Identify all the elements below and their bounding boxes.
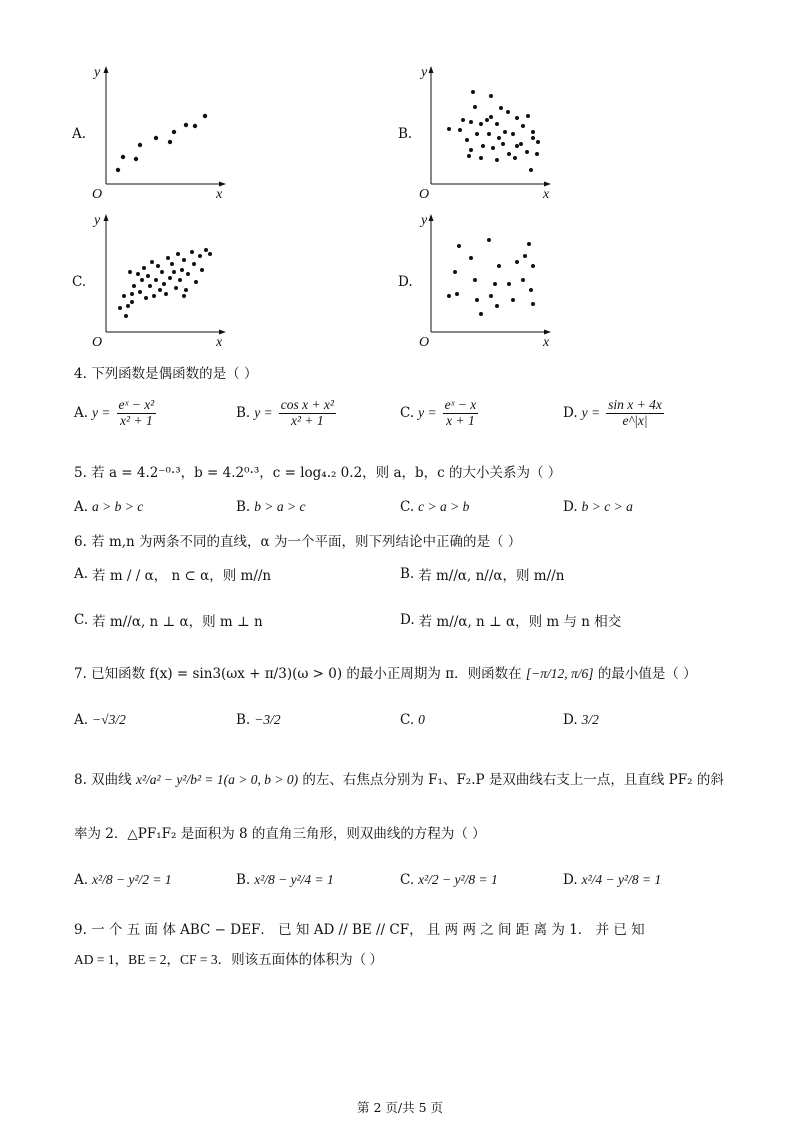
q7-option-d[interactable]: D. 3/2 bbox=[563, 712, 599, 728]
scatter-plot-b bbox=[413, 62, 563, 202]
page-footer: 第 2 页/共 5 页 bbox=[356, 1100, 443, 1115]
q8-option-a[interactable]: A. x²/8 − y²/2 = 1 bbox=[74, 872, 172, 888]
q5-option-b[interactable]: B. b > a > c bbox=[236, 499, 306, 515]
q8-option-b[interactable]: B. x²/8 − y²/4 = 1 bbox=[236, 872, 334, 888]
q7-option-b[interactable]: B. −3/2 bbox=[236, 712, 281, 728]
q8-line-2: 率为 2．△PF₁F₂ 是面积为 8 的直角三角形，则双曲线的方程为（ ） bbox=[74, 826, 486, 842]
q4-option-b[interactable]: B. y = $\frac{\text{cos x + x²}}{\text{x² + 1}}$ bbox=[236, 397, 334, 428]
q5-stem: 5. 若 a = 4.2⁻⁰·³，b = 4.2⁰·³，c = log₄.₂ 0.2，则 a，b，c 的大小关系为（ ） bbox=[74, 465, 562, 481]
q9-line-2: AD = 1，BE = 2，CF = 3．则该五面体的体积为（ ） bbox=[74, 952, 383, 967]
svg-text:O: O bbox=[419, 187, 430, 202]
x-axis-label: x bbox=[216, 187, 223, 202]
q8-option-d[interactable]: D. x²/4 − y²/8 = 1 bbox=[563, 872, 662, 888]
q4-option-d[interactable]: D. y = $\frac{\text{sin x + 4x}}{e\^{}|x|}$ bbox=[563, 397, 662, 428]
scatter-plot-c bbox=[88, 210, 238, 350]
svg-text:x: x bbox=[216, 335, 223, 350]
svg-text:x: x bbox=[543, 335, 550, 350]
q8-line-1: 8. 双曲线 x²/a² − y²/b² = 1(a > 0, b > 0) 的左、右焦点分别为 F₁、F₂.P 是双曲线右支上一点，且直线 PF₂ 的斜 bbox=[74, 772, 724, 788]
svg-text:O: O bbox=[419, 335, 430, 350]
scatter-option-b-label: B. bbox=[398, 126, 413, 142]
svg-text:y: y bbox=[421, 65, 428, 80]
q7-option-c[interactable]: C. 0 bbox=[400, 712, 425, 728]
q4-option-a[interactable]: A. y = $\frac{\text{eˣ − x²}}{\text{x² + 1}}$ bbox=[74, 397, 155, 428]
q6-stem: 6. 若 m,n 为两条不同的直线，α 为一个平面，则下列结论中正确的是（ ） bbox=[74, 534, 522, 550]
scatter-option-a-label: A. bbox=[72, 126, 87, 142]
q9-line-1: 9. 一 个 五 面 体 ABC − DEF． 已 知 AD // BE // CF， 且 两 两 之 间 距 离 为 1． 并 已 知 bbox=[74, 922, 645, 938]
q5-option-d[interactable]: D. b > c > a bbox=[563, 499, 633, 515]
q8-option-c[interactable]: C. x²/2 − y²/8 = 1 bbox=[400, 872, 498, 888]
origin-label: O bbox=[92, 187, 103, 202]
scatter-points bbox=[116, 114, 207, 172]
q4-stem: 4. 下列函数是偶函数的是（ ） bbox=[74, 366, 258, 382]
q6-option-b[interactable]: B. 若 m//α, n//α，则 m//n bbox=[400, 566, 565, 584]
q5-option-a[interactable]: A. a > b > c bbox=[74, 499, 144, 515]
scatter-plot-d bbox=[413, 210, 563, 350]
q6-option-c[interactable]: C. 若 m//α, n ⊥ α，则 m ⊥ n bbox=[74, 612, 263, 630]
q7-stem: 7. 已知函数 f(x) = sin3(ωx + π/3)(ω > 0) 的最小正周期为 π．则函数在 [−π/12, π/6] 的最小值是（ ） bbox=[74, 666, 697, 682]
q5-option-c[interactable]: C. c > a > b bbox=[400, 499, 470, 515]
svg-text:x: x bbox=[543, 187, 550, 202]
q6-option-d[interactable]: D. 若 m//α, n ⊥ α，则 m 与 n 相交 bbox=[400, 612, 622, 630]
q6-option-a[interactable]: A. 若 m / / α， n ⊂ α，则 m//n bbox=[74, 566, 272, 584]
scatter-option-d-label: D. bbox=[398, 274, 413, 290]
scatter-option-c-label: C. bbox=[72, 274, 87, 290]
y-axis-label: y bbox=[94, 65, 101, 80]
q7-option-a[interactable]: A. −√3/2 bbox=[74, 712, 126, 728]
svg-text:O: O bbox=[92, 335, 103, 350]
scatter-plot-a bbox=[88, 62, 238, 202]
svg-text:y: y bbox=[94, 213, 101, 228]
svg-text:y: y bbox=[421, 213, 428, 228]
q4-option-c[interactable]: C. y = $\frac{\text{eˣ − x}}{x + 1}$ bbox=[400, 397, 477, 428]
